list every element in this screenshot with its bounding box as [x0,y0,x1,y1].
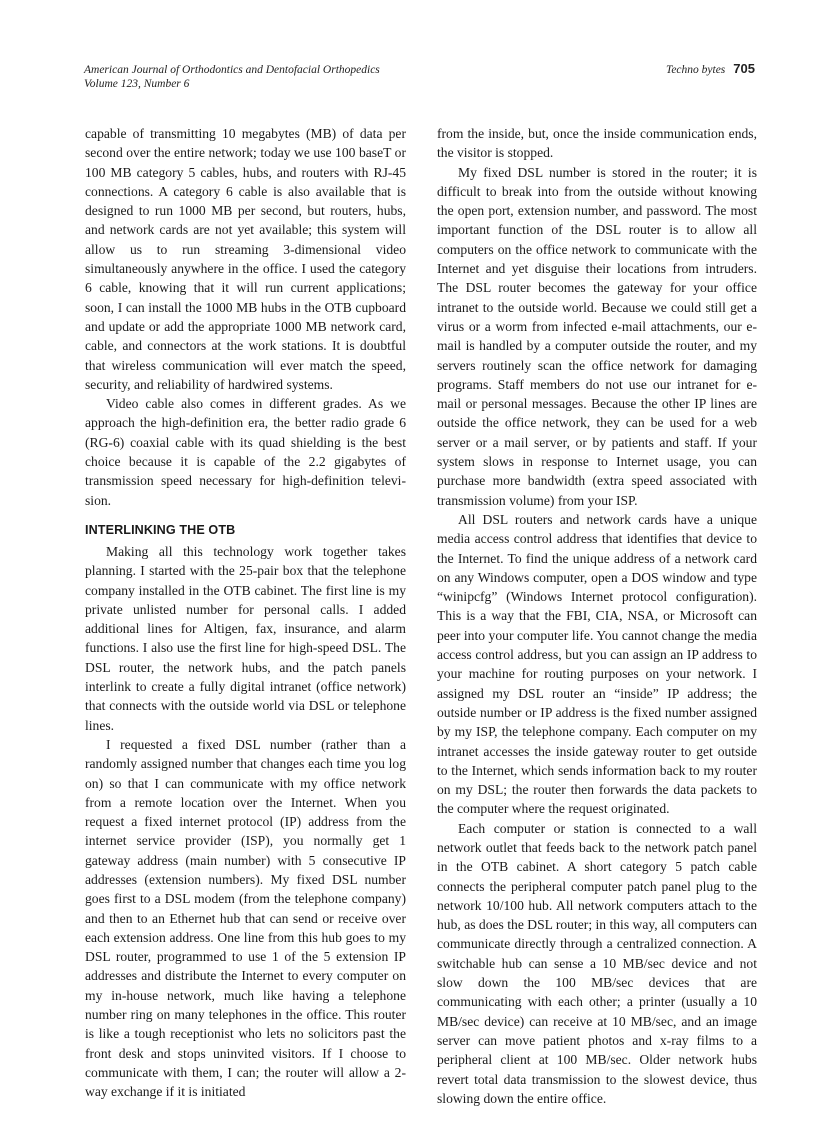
paragraph: from the inside, but, once the inside communication ends, the visitor is stopped. [437,126,757,161]
page-header-right [666,61,755,76]
page-number: 705 [733,61,755,76]
paragraph: Making all this technology work together takes planning. I started with the 25-pair box that the telephone company installed in the OTB cabinet. The first line is my private unlisted number for personal calls. I added additional lines for Altigen, fax, insurance, and alarm functions. I also use the first line for high-speed DSL. The DSL router, the network hubs, and the patch panels interlink to create a fully digital intranet (office network) that connects with the outside world via DSL or telephone lines. [85,543,406,733]
paragraph: capable of transmitting 10 megabytes (MB) of data per second over the entire network; today we use 100 baseT or 100 MB category 5 cables, hubs, and routers with RJ-45 connections. A category 6 cable is also available that is designed to run 1000 MB per second, but routers, hubs, and network cards are not yet available; this system will allow us to run streaming 3-dimensional video simultaneously anywhere in the office. I used the category 6 cable, knowing that it will run current applications; soon, I can install the 1000 MB hubs in the OTB cupboard and update or add the appropriate 1000 MB network card, cable, and connectors at the work stations. It is doubtful that wireless communication will ever match the speed, security, and reliability of hardwired systems. [85,126,406,392]
journal-title: American Journal of Orthodontics and Dentofacial Orthopedics [84,64,380,76]
journal-volume: Volume 123, Number 6 [84,78,190,90]
right-column [437,124,757,1108]
paragraph: All DSL routers and network cards have a unique media access control address that identifies that device to the Internet. To find the unique address of a network card on any Windows computer, open a DOS window and type “winipcfg” (Windows Internet protocol configuration). This is a way that the FBI, CIA, NSA, or Microsoft can peer into your computer life. You cannot change the media access control address, but you can assign an IP address to your machine for routing purposes on your network. I assigned my DSL router an “inside” IP address; the outside number or IP address is the fixed number assigned by my ISP, the telephone company. Each computer on my intranet accesses the inside gateway router to get outside to the Internet, which sends information back to my router on my DSL; the router then forwards the data packets to the computer where the request originated. [437,511,757,817]
running-header [84,63,380,91]
paragraph: My fixed DSL number is stored in the router; it is difficult to break into from the outside without knowing the open port, extension number, and password. The most important function of the DSL router is to allow all computers on the office network to communicate with the Internet and yet disguise their locations from intruders. The DSL router becomes the gateway for your office intranet to the outside world. Because we could still get a virus or a worm from infected e-mail attachments, our e-mail is handled by a computer outside the router, and my servers routinely scan the office network for damaging programs. Staff members do not use our intranet for e-mail or personal messages. Because the other IP lines are outside the office network, they can be used for a web server or a mail server, or by patients and staff. If your system slows in response to Internet usage, you can purchase more bandwidth (extra speed associated with transmission volume) from your ISP. [437,164,757,508]
paragraph: Video cable also comes in different grades. As we approach the high-definition era, the better radio grade 6 (RG-6) coaxial cable with its quad shielding is the best choice because it is capable of the 2.2 gigabytes of transmission speed necessary for high-definition television. [85,396,406,508]
left-column [85,124,406,1102]
section-title: Techno bytes [665,64,726,76]
section-heading: INTERLINKING THE OTB [85,522,236,537]
paragraph: I requested a fixed DSL number (rather than a randomly assigned number that changes each time you log on) so that I can communicate with my office network from a remote location over the Internet. When you request a fixed internet protocol (IP) address from the internet service provider (ISP), you normally get 1 gateway address (main number) with 5 consecutive IP addresses (extension numbers). My fixed DSL number goes first to a DSL modem (from the telephone company) and then to an Ethernet hub that can send or receive over each extension address. One line from this hub goes to my DSL router, programmed to use 1 of the 5 extension IP addresses and distribute the Internet to every computer on my in-house network, much like having a telephone number ring on many telephones in the office. This router is like a tough receptionist who lets no solicitors past the front desk and stops uninvited visitors. If I choose to communicate with them, I can; the router will allow a 2-way exchange if it is initiated [85,736,406,1100]
paragraph: Each computer or station is connected to a wall network outlet that feeds back to the network patch panel in the OTB cabinet. A short category 5 patch cable connects the peripheral computer patch panel plug to the network 10/100 hub. All network computers attach to the hub, as does the DSL router; in this way, all computers can communicate directly through a centralized connection. A switchable hub can sense a 10 MB/sec device and not slow down the 100 MB/sec devices that are communicating with each other; a printer (usually a 10 MB/sec device) can receive at 10 MB/sec, and an image server can move patient photos and x-ray films to a peripheral client at 100 MB/sec. Older network hubs revert total data transmission to the slowest device, thus slowing down the entire office. [437,820,757,1106]
